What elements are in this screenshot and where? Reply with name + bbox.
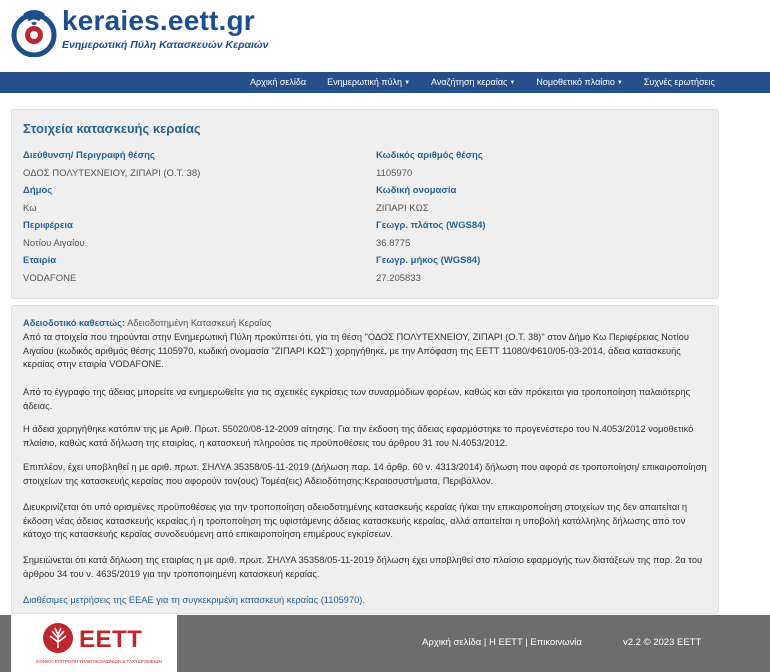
- footer-link-eett[interactable]: Η ΕΕΤΤ: [489, 637, 523, 648]
- license-status-line: [23, 317, 707, 331]
- region-label: Περιφέρεια: [23, 220, 73, 231]
- license-paragraph-6: Σημειώνεται ότι κατά δήλωση της εταιρίας η με αριθ. πρωτ. ΣΗΛΥΑ 35358/05-11-2019 δήλωση έχει υποβληθεί στο πλαίσιο εφαρμογής των διατάξεων της παρ. 2α του άρθρου 34 του ν. 4635/2019 για την τροποποιημένη κατασκευή κεραίας.: [23, 555, 703, 579]
- footer-link-contact[interactable]: Επικοινωνία: [530, 637, 582, 648]
- company-label: Εταιρία: [23, 255, 57, 266]
- footer-link-home[interactable]: Αρχική σελίδα: [422, 637, 482, 648]
- code-name-label: Κωδική ονομασία: [376, 185, 457, 196]
- nav-item-label: Ενημερωτική πύλη: [327, 77, 403, 87]
- region-value: Νοτίου Αιγαίου: [23, 238, 85, 249]
- nav-item-label: Αναζήτηση κεραίας: [431, 77, 508, 87]
- license-paragraph-5: Διευκρινίζεται ότι υπό ορισμένες προϋποθέσεις για την τροποποίηση αδειοδοτημένης κατασκευής κεραίας ή/και την επικαιροποίηση στοιχείων της δεν απαιτείται η έκδοση νέας άδειας κατασκευής κεραίας ή η τροποποίηση της υφιστάμενης άδειας κατασκευής κεραίας, αλλά απαιτείται η υποβολή κατάλληλης δήλωσης από τον κάτοχο της κατασκευής κεραίας συνοδευόμενη από επικαιροποίηση επιμέρους εγκρίσεων.: [23, 502, 688, 539]
- nav-item-info-portal[interactable]: [327, 72, 410, 93]
- eett-logo-text: ΕΕΤΤ: [79, 626, 143, 653]
- license-status-value: Αδειοδοτημένη Κατασκευή Κεραίας: [127, 318, 272, 328]
- caret-down-icon: ▼: [404, 80, 411, 86]
- eett-emblem-icon: [42, 622, 74, 654]
- nav-item-label: Νομοθετικό πλαίσιο: [536, 77, 615, 87]
- license-paragraph-1: Από τα στοιχεία που τηρούνται στην Ενημερωτική Πύλη προκύπτει ότι, για τη θέση "ΟΔΟΣ ΠΟΛΥΤΕΧΝΕΙΟΥ, ΖΙΠΑΡΙ (Ο.Τ. 38)" στον Δήμο Κω Περιφέρειας Νοτίου Αιγαίου (κωδικός αριθμός θέσης 1105970, κωδική ονομασία "ΖΙΠΑΡΙ ΚΩΣ") χορηγήθηκε, με την Απόφαση της ΕΕΤΤ 11080/Φ610/05-03-2014, άδεια κατασκευής κεραίας στην εταιρία VODAFONE.: [23, 332, 689, 369]
- nav-item-antenna-search[interactable]: [431, 72, 515, 93]
- address-label: Διεύθυνση/ Περιγραφή θέσης: [23, 150, 155, 161]
- company-value: VODAFONE: [23, 273, 77, 284]
- footer-links: [422, 637, 582, 648]
- footer-version: v2.2 © 2023 EETT: [623, 637, 702, 648]
- nav-item-label: Αρχική σελίδα: [250, 77, 307, 87]
- longitude-label: Γεωγρ. μήκος (WGS84): [376, 255, 481, 266]
- site-footer: [0, 615, 770, 672]
- antenna-details-panel: [11, 109, 719, 299]
- license-status-panel: [11, 305, 719, 614]
- latitude-value: 36.8775: [376, 238, 411, 249]
- panel-title: Στοιχεία κατασκευής κεραίας: [23, 121, 201, 136]
- site-subtitle: Ενημερωτική Πύλη Κατασκευών Κεραιών: [62, 39, 269, 51]
- measurements-link[interactable]: Διαθέσιμες μετρήσεις της ΕΕΑΕ για τη συγκεκριμένη κατασκευή κεραίας (1105970).: [23, 595, 365, 605]
- site-code-label: Κωδικός αριθμός θέσης: [376, 150, 483, 161]
- municipality-value: Κω: [23, 203, 37, 214]
- site-title[interactable]: keraies.eett.gr: [62, 5, 255, 36]
- nav-item-home[interactable]: [250, 72, 306, 93]
- footer-separator: |: [483, 637, 487, 648]
- caret-down-icon: ▼: [509, 80, 516, 86]
- nav-item-faq[interactable]: [644, 72, 715, 93]
- main-nav: [0, 72, 770, 93]
- municipality-label: Δήμος: [23, 185, 53, 196]
- site-header: [0, 0, 770, 72]
- address-value: ΟΔΟΣ ΠΟΛΥΤΕΧΝΕΙΟΥ, ΖΙΠΑΡΙ (Ο.Τ. 38): [23, 168, 201, 179]
- license-paragraph-2: Από το έγγραφο της άδειας μπορείτε να ενημερωθείτε για τις σχετικές εγκρίσεις των συναρμόδιων φορέων, καθώς και εάν πρόκειται για τροποποίηση παλαιότερης άδειας.: [23, 387, 691, 411]
- code-name-value: ΖΙΠΑΡΙ ΚΩΣ: [376, 203, 429, 214]
- eett-logo-subtext: ΕΘΝΙΚΗ ΕΠΙΤΡΟΠΗ ΤΗΛΕΠΙΚΟΙΝΩΝΙΩΝ & ΤΑΧΥΔΡΟΜΕΙΩΝ: [36, 659, 162, 664]
- nav-item-label: Συχνές ερωτήσεις: [643, 77, 715, 87]
- license-paragraph-4: Επιπλέον, έχει υποβληθεί η με αριθ. πρωτ. ΣΗΛΥΑ 35358/05-11-2019 (Δήλωση παρ. 14 άρθρ. 60 ν. 4313/2014) δήλωση που αφορά σε τροποποίηση/ επικαιροποίηση στοιχείων της κατασκευής κεραίας που αφορούν τον(ους) Τομέα(εις) Αδειοδότησης:Κεραιοσυστήματα, Περιβάλλον.: [23, 462, 707, 486]
- nav-item-legal-framework[interactable]: [536, 72, 622, 93]
- eett-logo[interactable]: [11, 615, 177, 672]
- license-paragraph-3: Η άδεια χορηγήθηκε κατόπιν της με Αριθ. Πρωτ. 55020/08-12-2009 αίτησης. Για την έκδοση της άδειας εφαρμόστηκε το προγενέστερο του Ν.4053/2012 νομοθετικό πλαίσιο, καθώς κατά δήλωση της εταιρίας, η κατασκευή πληρούσε τις προϋποθέσεις του άρθρου 31 του Ν.4053/2012.: [23, 424, 694, 448]
- footer-separator: |: [525, 637, 528, 648]
- latitude-label: Γεωγρ. πλάτος (WGS84): [376, 220, 486, 231]
- caret-down-icon: ▼: [616, 80, 623, 86]
- license-status-label: Αδειοδοτικό καθεστώς:: [23, 318, 126, 328]
- longitude-value: 27.205833: [376, 273, 421, 284]
- site-code-value: 1105970: [376, 168, 413, 179]
- site-logo-icon[interactable]: [10, 5, 62, 57]
